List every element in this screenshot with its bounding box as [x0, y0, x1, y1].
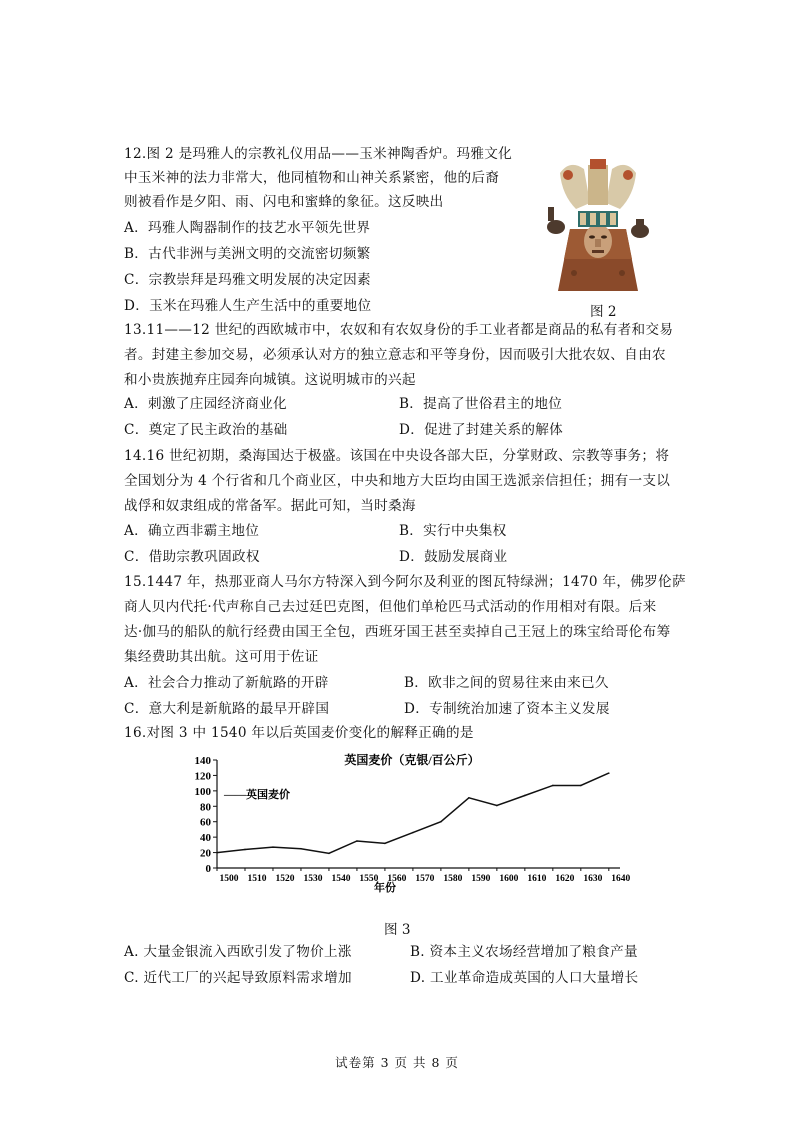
figure-2-caption: 图 2 — [590, 304, 617, 320]
x-tick-label: 1610 — [527, 874, 547, 884]
figure-3-caption: 图 3 — [384, 922, 411, 938]
y-tick-label: 120 — [194, 770, 211, 783]
q13-option-c: C．奠定了民主政治的基础 — [124, 422, 288, 438]
chart-title: 英国麦价（克银/百公斤） — [344, 753, 480, 767]
x-tick-label: 1520 — [275, 874, 295, 884]
q15-line-4: 集经费助其出航。这可用于佐证 — [124, 649, 319, 665]
data-point — [328, 853, 330, 855]
q12-option-c: C．宗教崇拜是玛雅文明发展的决定因素 — [124, 272, 371, 288]
q14-option-b: B．实行中央集权 — [399, 523, 507, 539]
data-point — [244, 849, 246, 851]
q15-line-2: 商人贝内代托·代声称自己去过廷巴克图，但他们单枪匹马式活动的作用相对有限。后来 — [124, 599, 657, 615]
q13-option-a: A．刺激了庄园经济商业化 — [124, 396, 287, 412]
chart-y-ticks — [195, 755, 218, 875]
q13-line-2: 者。封建主参加交易，必须承认对方的独立意志和平等身份，因而吸引大批农奴、自由农 — [124, 347, 666, 363]
data-point — [552, 785, 554, 787]
q13-line-1: 13.11——12 世纪的西欧城市中，农奴和有农奴身份的手工业者都是商品的私有者和交易 — [124, 322, 674, 338]
q16-option-a: A. 大量金银流入西欧引发了物价上涨 — [124, 944, 352, 960]
y-tick-label: 20 — [200, 847, 211, 860]
x-tick-label: 1510 — [247, 874, 267, 884]
x-tick-label: 1630 — [583, 874, 603, 884]
page-footer: 试卷第 3 页 共 8 页 — [335, 1055, 459, 1070]
chart-series — [216, 772, 609, 854]
q15-option-c: C．意大利是新航路的最早开辟国 — [124, 701, 330, 717]
x-tick-label: 1560 — [387, 874, 407, 884]
x-tick-label: 1580 — [443, 874, 463, 884]
q13-line-3: 和小贵族抛弃庄园奔向城镇。这说明城市的兴起 — [124, 372, 416, 388]
q15-line-3: 达·伽马的船队的航行经费由国王全包，西班牙国王甚至卖掉自己王冠上的珠宝给哥伦布筹 — [124, 624, 671, 640]
q12-line-3: 则被看作是夕阳、雨、闪电和蜜蜂的象征。这反映出 — [124, 194, 444, 210]
y-tick-label: 100 — [194, 785, 211, 798]
q15-line-1: 15.1447 年，热那亚商人马尔方特深入到今阿尔及利亚的图瓦特绿洲；1470 年，佛罗伦萨 — [124, 574, 686, 590]
x-tick-label: 1600 — [499, 874, 519, 884]
q16-option-c: C. 近代工厂的兴起导致原料需求增加 — [124, 970, 352, 986]
wheat-price-chart — [180, 748, 630, 898]
q14-option-c: C．借助宗教巩固政权 — [124, 549, 260, 565]
x-tick-label: 1620 — [555, 874, 575, 884]
y-tick-label: 80 — [200, 801, 211, 814]
data-point — [384, 843, 386, 845]
q16-option-b: B. 资本主义农场经营增加了粮食产量 — [410, 944, 638, 960]
data-point — [524, 795, 526, 797]
q16-option-d: D. 工业革命造成英国的人口大量增长 — [410, 970, 639, 986]
q13-option-b: B．提高了世俗君主的地位 — [399, 396, 563, 412]
y-tick-label: 40 — [200, 832, 211, 845]
q14-option-d: D．鼓励发展商业 — [399, 549, 508, 565]
data-point — [412, 832, 414, 834]
q15-option-d: D．专制统治加速了资本主义发展 — [404, 701, 610, 717]
series-line-wheat-price — [217, 773, 609, 853]
q12-line-2: 中玉米神的法力非常大，他同植物和山神关系紧密，他的后裔 — [124, 170, 500, 186]
q16-line-1: 16.对图 3 中 1540 年以后英国麦价变化的解释正确的是 — [124, 725, 474, 741]
y-tick-label: 0 — [205, 863, 211, 875]
q12-option-a: A．玛雅人陶器制作的技艺水平领先世界 — [124, 220, 371, 236]
chart-legend: ——英国麦价 — [224, 789, 290, 801]
q12-option-d: D．玉米在玛雅人生产生活中的重要地位 — [124, 298, 372, 314]
data-point — [468, 797, 470, 799]
y-tick-label: 60 — [200, 816, 211, 829]
chart-axes — [217, 760, 620, 868]
q14-line-1: 14.16 世纪初期，桑海国达于极盛。该国在中央设各部大臣，分掌财政、宗教等事务；将 — [124, 448, 670, 464]
data-point — [496, 805, 498, 807]
data-point — [580, 785, 582, 787]
x-tick-label: 1590 — [471, 874, 491, 884]
maize-god-incense-burner-image — [540, 155, 656, 291]
x-tick-label: 1500 — [219, 874, 239, 884]
q15-option-a: A．社会合力推动了新航路的开辟 — [124, 675, 329, 691]
q14-line-3: 战俘和奴隶组成的常备军。据此可知，当时桑海 — [124, 498, 416, 514]
x-tick-label: 1640 — [611, 874, 630, 884]
q13-option-d: D．促进了封建关系的解体 — [399, 422, 564, 438]
x-tick-label: 1540 — [331, 874, 351, 884]
q15-option-b: B．欧非之间的贸易往来由来已久 — [404, 675, 609, 691]
data-point — [272, 846, 274, 848]
q14-option-a: A．确立西非霸主地位 — [124, 523, 260, 539]
y-tick-label: 140 — [194, 755, 211, 767]
x-tick-label: 1550 — [359, 874, 379, 884]
chart-x-axis-label: 年份 — [374, 882, 396, 894]
x-tick-label: 1530 — [303, 874, 323, 884]
q12-option-b: B．古代非洲与美洲文明的交流密切频繁 — [124, 246, 371, 262]
q14-line-2: 全国划分为 4 个行省和几个商业区，中央和地方大臣均由国王选派亲信担任；拥有一支以 — [124, 473, 671, 489]
data-point — [356, 840, 358, 842]
data-point — [608, 772, 610, 774]
chart-x-ticks — [217, 868, 630, 884]
data-point — [216, 852, 218, 854]
q12-line-1: 12.图 2 是玛雅人的宗教礼仪用品——玉米神陶香炉。玛雅文化 — [124, 146, 513, 162]
data-point — [300, 848, 302, 850]
x-tick-label: 1570 — [415, 874, 435, 884]
data-point — [440, 821, 442, 823]
